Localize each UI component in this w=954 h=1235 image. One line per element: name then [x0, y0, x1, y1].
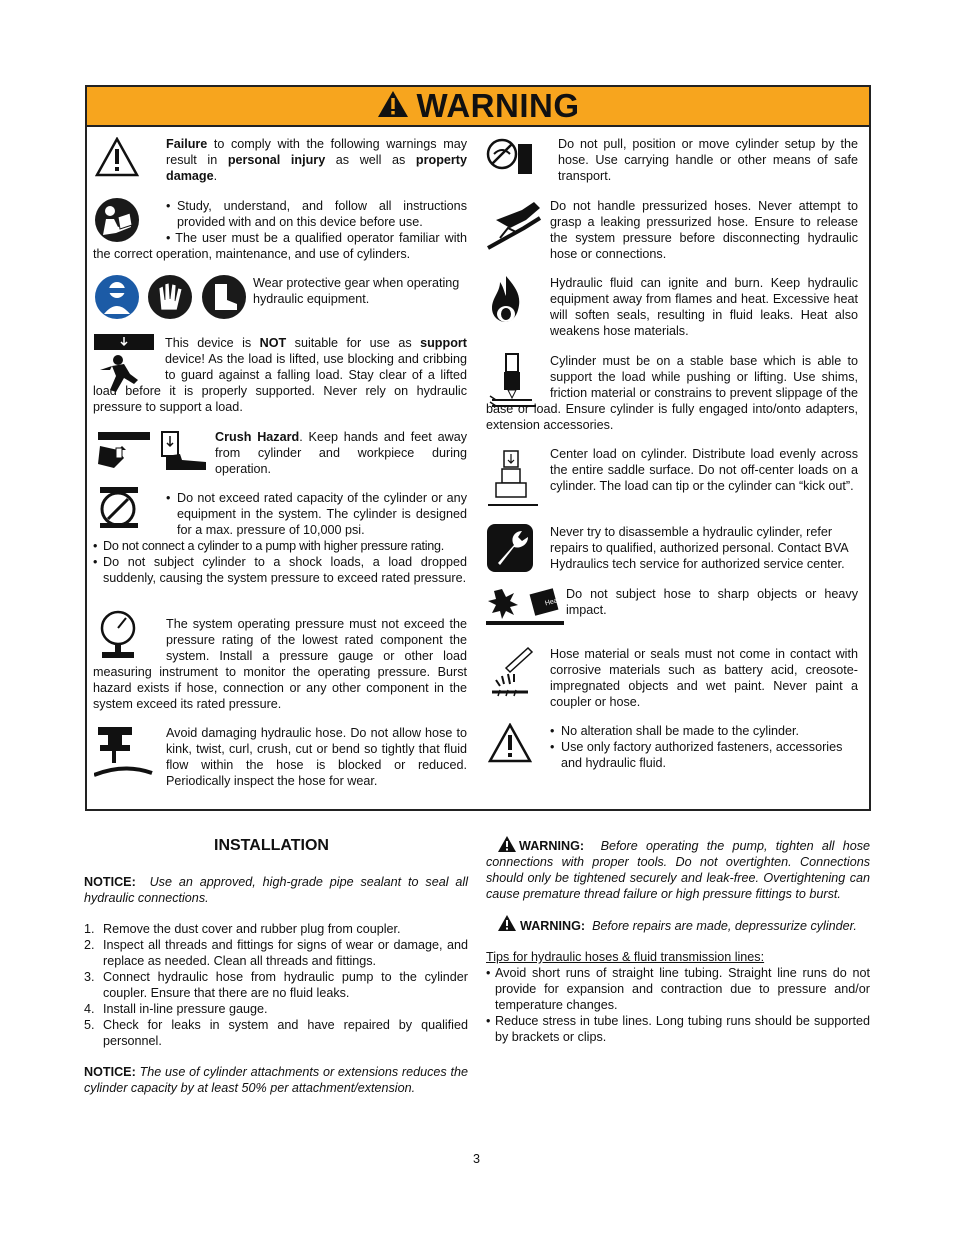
list-item: • Do not subject cylinder to a shock loads, a load dropped suddenly, causing the system pressure to exceed rated pressure.	[93, 554, 467, 586]
list-item	[84, 1017, 468, 1049]
list-item: • Use only factory authorized fasteners, accessories and hydraulic fluid.	[550, 739, 858, 771]
failure-text-3: .	[213, 169, 218, 183]
qualified-operator-text: The user must be a qualified operator familiar with the correct operation, maintenance, and use of cylinders.	[93, 231, 468, 261]
bullet: •	[166, 231, 176, 245]
warning-small-icon-2	[497, 914, 517, 932]
support-text-3: device! As the load is lifted, use blocking and cribbing to guard against a falling load. Stay clear of a lifted load before it is properly supported. Never rely on hydraulic pressure to support a load.	[93, 352, 467, 414]
list-item	[93, 230, 467, 262]
warning-tighten	[486, 838, 870, 902]
float-spacer	[93, 616, 166, 664]
alteration-list	[550, 723, 858, 771]
warning-text: Before operating the pump, tighten all hose connections with proper tools. Do not overtighten. Connections should only be tightened securely and leak-free. Overtightening can cause premature thread failure or high pressure fittings to burst.	[486, 839, 871, 901]
support-warning	[93, 335, 467, 415]
not-label: NOT	[259, 336, 287, 350]
failure-label: Failure	[166, 137, 208, 151]
pressure-text: The system operating pressure must not exceed the pressure rating of the lowest rated component the system. Install a pressure gauge or other load measuring instrument to monitor the operating pressure. Burst hazard exists if hose, connection or any other component in the system exceed its rated pressure.	[93, 617, 467, 711]
crush-hazard-warning	[215, 429, 467, 477]
no-grab-hose-icon	[486, 198, 544, 254]
hose-damage-text: Avoid damaging hydraulic hose. Do not allow hose to kink, twist, curl, crush, cut or bend so tightly that fluid flow within the hose is blocked or reduced. Periodically inspect the hose for wear.	[166, 726, 467, 788]
step-number: 3.	[84, 970, 95, 984]
center-load-icon	[486, 449, 542, 511]
sharp-objects-text: Do not subject hose to sharp objects or heavy impact.	[566, 587, 858, 617]
step-number: 2.	[84, 938, 95, 952]
safety-boots-icon	[201, 274, 247, 320]
warning-text: Before repairs are made, depressurize cylinder.	[592, 919, 857, 933]
capacity-list	[93, 538, 467, 586]
heavy-label: Heavy	[544, 595, 566, 608]
caution-triangle-icon	[95, 137, 139, 177]
no-pull-text: Do not pull, position or move cylinder setup by the hose. Use carrying handle or other means of safe transport.	[558, 137, 858, 183]
notice-label: NOTICE:	[84, 1065, 136, 1079]
pressure-warning	[93, 616, 467, 712]
warning-label: WARNING:	[519, 839, 585, 853]
disassemble-text: Never try to disassemble a hydraulic cylinder, refer repairs to qualified, authorized personal. Contact BVA Hydraulics tech service for authorized service center.	[550, 525, 848, 571]
caution-triangle-icon-2	[488, 723, 532, 763]
step-text: Inspect all threads and fittings for signs of wear or damage, and replace as needed. Clean all threads and fittings.	[103, 938, 468, 968]
warning-banner	[87, 87, 869, 127]
float-spacer	[93, 335, 165, 383]
study-item	[166, 198, 467, 230]
hose-damage-icon	[94, 727, 154, 779]
warning-label: WARNING:	[520, 919, 586, 933]
tips-list	[486, 965, 870, 1045]
stable-base-text: Cylinder must be on a stable base which is able to support the load while pushing or lifting. Use shims, friction material or constrains to prevent slippage of the base or load. Ensure cylinder is fully engaged into/onto adapters, extension accessories.	[486, 354, 858, 432]
step-text: Check for leaks in system and have repaired by qualified personnel.	[103, 1018, 468, 1048]
gloves-icon	[147, 274, 193, 320]
no-handle-text: Do not handle pressurized hoses. Never attempt to grasp a leaking pressurized hose. Ensure to release the system pressure before disconnecting hydraulic hose or connections.	[550, 199, 858, 261]
crush-hand-icon	[94, 428, 154, 470]
fire-text: Hydraulic fluid can ignite and burn. Keep hydraulic equipment away from flames and heat. Excessive heat will soften seals, resulting in fluid leaks. Heat also weakens hose materials.	[550, 276, 858, 338]
personal-injury-label: personal injury	[227, 153, 326, 167]
step-number: 5.	[84, 1018, 95, 1032]
list-item	[84, 921, 468, 937]
list-item	[84, 1001, 468, 1017]
center-load-text: Center load on cylinder. Distribute load evenly across the entire saddle surface. Do not off-center loads on a cylinder. The load can tip or the cylinder can “kick out”.	[550, 447, 858, 493]
failure-text-1: to comply with the following warnings may result in	[166, 137, 467, 167]
crush-foot-icon	[160, 430, 210, 472]
crush-hazard-label: Crush Hazard	[215, 430, 300, 444]
corrosive-text: Hose material or seals must not come in contact with corrosive materials such as battery acid, creosote-impregnated objects and wet paint. Never paint a coupler or hose.	[550, 647, 858, 709]
notice-text: The use of cylinder attachments or extensions reduces the cylinder capacity by at least 50% per attachment/extension.	[84, 1065, 468, 1095]
installation-steps	[84, 921, 468, 1049]
list-item: • Do not exceed rated capacity of the cylinder or any equipment in the system. The cylinder is designed for a max. pressure of 10,000 psi.	[166, 490, 467, 538]
no-pull-hose-icon	[486, 136, 540, 178]
page-number: 3	[473, 1152, 481, 1166]
failure-warning	[166, 136, 467, 184]
installation-heading: INSTALLATION	[214, 837, 329, 854]
corrosive-icon	[488, 644, 536, 700]
list-item: • Reduce stress in tube lines. Long tubing runs should be supported by brackets or clips.	[486, 1013, 870, 1045]
failure-text-2: as well as	[325, 153, 416, 167]
safety-glasses-icon	[94, 274, 140, 320]
step-number: 1.	[84, 922, 95, 936]
notice-text: Use an approved, high-grade pipe sealant to seal all hydraulic connections.	[84, 875, 469, 905]
warning-triangle-icon	[377, 90, 409, 122]
overload-gauge-icon	[94, 487, 142, 529]
list-item: • No alteration shall be made to the cylinder.	[550, 723, 858, 739]
tips-heading: Tips for hydraulic hoses & fluid transmission lines:	[486, 950, 765, 964]
qualified-operator-item	[93, 230, 467, 262]
step-text: Install in-line pressure gauge.	[103, 1002, 268, 1016]
notice-attachments	[84, 1064, 468, 1096]
list-item: • Study, understand, and follow all instructions provided with and on this device before use.	[166, 198, 467, 230]
capacity-item	[166, 490, 467, 538]
property-damage-label: property damage	[166, 153, 467, 183]
support-text-1: This device is	[165, 336, 260, 350]
warning-title: WARNING	[416, 87, 580, 124]
list-item	[84, 937, 468, 969]
support-label: support	[420, 336, 467, 350]
list-item: • Do not connect a cylinder to a pump with higher pressure rating.	[93, 538, 467, 554]
stable-base-warning	[486, 353, 858, 433]
protective-gear-text: Wear protective gear when operating hydraulic equipment.	[253, 276, 460, 306]
flame-icon	[486, 274, 526, 328]
notice-sealant	[84, 874, 468, 906]
float-spacer	[486, 353, 550, 401]
list-item	[84, 969, 468, 1001]
list-item: • Avoid short runs of straight line tubing. Straight line runs do not provide for expansion and contraction due to pressure and/or temperature changes.	[486, 965, 870, 1013]
step-text: Remove the dust cover and rubber plug from coupler.	[103, 922, 401, 936]
notice-label: NOTICE:	[84, 875, 136, 889]
step-text: Connect hydraulic hose from hydraulic pump to the cylinder coupler. Ensure that there are no fluid leaks.	[103, 970, 468, 1000]
step-number: 4.	[84, 1002, 95, 1016]
wrench-no-repair-icon	[486, 523, 534, 573]
warning-depressurize	[520, 918, 880, 934]
support-text-2: suitable for use as	[286, 336, 421, 350]
crush-hazard-text: . Keep hands and feet away from cylinder and workpiece during operation.	[215, 430, 467, 476]
